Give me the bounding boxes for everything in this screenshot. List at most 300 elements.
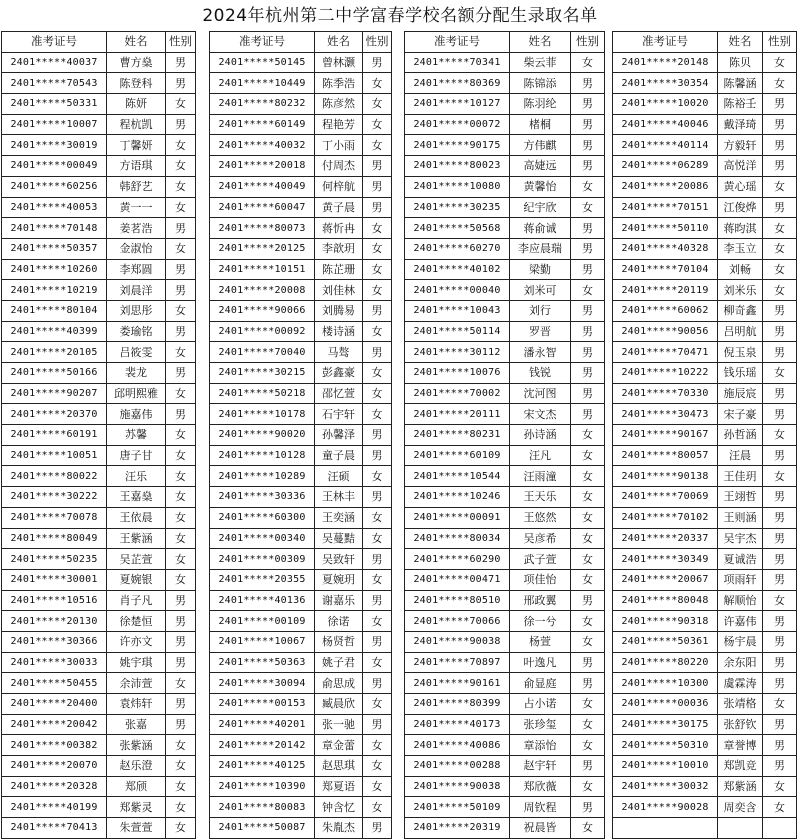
gender-cell: 女: [571, 818, 605, 839]
exam-id-cell: 2401*****90056: [613, 321, 718, 342]
exam-id-cell: 2401*****40399: [2, 321, 107, 342]
gender-cell: 男: [571, 404, 605, 425]
exam-id-cell: 2401*****10260: [2, 259, 107, 280]
exam-id-cell: 2401*****80231: [405, 425, 510, 446]
table-row: [613, 631, 797, 652]
gender-cell: 男: [363, 818, 392, 839]
student-name-cell: 邵忆萱: [315, 383, 363, 404]
student-name-cell: 李应晨瑞: [510, 238, 571, 259]
table-row: [210, 156, 392, 177]
gender-cell: 男: [363, 549, 392, 570]
table-row: [210, 673, 392, 694]
gender-cell: 女: [166, 94, 196, 115]
table-row: [613, 652, 797, 673]
gender-cell: 女: [763, 176, 797, 197]
table-row: [613, 383, 797, 404]
student-name-cell: 刘思彤: [107, 300, 166, 321]
student-name-cell: 倪玉泉: [718, 342, 763, 363]
exam-id-cell: 2401*****00153: [210, 694, 315, 715]
exam-id-cell: 2401*****50455: [2, 673, 107, 694]
gender-cell: 男: [363, 445, 392, 466]
student-name-cell: 赵思琪: [315, 756, 363, 777]
gender-cell: 女: [763, 52, 797, 73]
student-name-cell: 杨宇晨: [718, 631, 763, 652]
exam-id-cell: 2401*****50310: [613, 735, 718, 756]
exam-id-cell: 2401*****80232: [210, 94, 315, 115]
exam-id-cell: 2401*****30473: [613, 404, 718, 425]
gender-cell: 男: [166, 404, 196, 425]
table-row: [210, 259, 392, 280]
exam-id-cell: 2401*****20018: [210, 156, 315, 177]
student-name-cell: 方语琪: [107, 156, 166, 177]
gender-cell: 女: [363, 135, 392, 156]
student-name-cell: 章金蕾: [315, 735, 363, 756]
table-row: [2, 445, 196, 466]
table-row: [405, 652, 605, 673]
student-name-cell: 王林丰: [315, 487, 363, 508]
table-row: [613, 135, 797, 156]
exam-id-cell: 2401*****30094: [210, 673, 315, 694]
exam-id-cell: 2401*****30215: [210, 363, 315, 384]
table-row: [210, 425, 392, 446]
exam-id-cell: 2401*****80023: [405, 156, 510, 177]
header-name: 姓名: [107, 32, 166, 53]
gender-cell: 女: [571, 631, 605, 652]
exam-id-cell: 2401*****50145: [210, 52, 315, 73]
exam-id-cell: 2401*****00049: [2, 156, 107, 177]
student-name-cell: 高悦洋: [718, 156, 763, 177]
student-name-cell: 方毅轩: [718, 135, 763, 156]
exam-id-cell: 2401*****50568: [405, 218, 510, 239]
student-name-cell: 吴致轩: [315, 549, 363, 570]
table-row: [613, 714, 797, 735]
exam-id-cell: 2401*****90038: [405, 631, 510, 652]
table-row: [210, 218, 392, 239]
gender-cell: 男: [571, 135, 605, 156]
gender-cell: 女: [363, 569, 392, 590]
exam-id-cell: 2401*****40173: [405, 714, 510, 735]
student-name-cell: 陈彦然: [315, 94, 363, 115]
student-name-cell: 刘米乐: [718, 280, 763, 301]
exam-id-cell: 2401*****00036: [613, 694, 718, 715]
exam-id-cell: 2401*****20111: [405, 404, 510, 425]
gender-cell: 男: [363, 590, 392, 611]
student-name-cell: 许嘉伟: [718, 611, 763, 632]
exam-id-cell: 2401*****10007: [2, 114, 107, 135]
table-row: [210, 280, 392, 301]
table-row: [405, 735, 605, 756]
table-row: [405, 94, 605, 115]
gender-cell: 男: [166, 259, 196, 280]
table-row: [613, 694, 797, 715]
table-row: [405, 528, 605, 549]
table-row: [613, 300, 797, 321]
exam-id-cell: 2401*****30032: [613, 776, 718, 797]
student-name-cell: 柴云菲: [510, 52, 571, 73]
exam-id-cell: 2401*****10043: [405, 300, 510, 321]
student-name-cell: 韩舒艺: [107, 176, 166, 197]
table-row: [405, 73, 605, 94]
student-name-cell: 陈裕壬: [718, 94, 763, 115]
gender-cell: 女: [166, 445, 196, 466]
exam-id-cell: 2401*****00340: [210, 528, 315, 549]
gender-cell: 女: [763, 73, 797, 94]
exam-id-cell: 2401*****40199: [2, 797, 107, 818]
table-row: [2, 673, 196, 694]
student-name-cell: 施嘉伟: [107, 404, 166, 425]
student-name-cell: 童子晨: [315, 445, 363, 466]
student-name-cell: 徐楚恒: [107, 611, 166, 632]
gender-cell: 女: [166, 466, 196, 487]
gender-cell: 女: [166, 818, 196, 839]
table-row: [613, 218, 797, 239]
header-sex: 性别: [763, 32, 797, 53]
student-name-cell: 王奕涵: [315, 507, 363, 528]
exam-id-cell: 2401*****40049: [210, 176, 315, 197]
gender-cell: 女: [363, 73, 392, 94]
gender-cell: 女: [363, 218, 392, 239]
table-row: [210, 197, 392, 218]
exam-id-cell: 2401*****20148: [613, 52, 718, 73]
table-row: [210, 776, 392, 797]
table-row: [613, 425, 797, 446]
gender-cell: 男: [763, 114, 797, 135]
gender-cell: 女: [363, 404, 392, 425]
table-row: [2, 218, 196, 239]
student-name-cell: 占小诺: [510, 694, 571, 715]
table-row: [2, 735, 196, 756]
table-row: [210, 52, 392, 73]
exam-id-cell: 2401*****80048: [613, 590, 718, 611]
gender-cell: 女: [166, 176, 196, 197]
student-name-cell: 汪晨: [718, 445, 763, 466]
gender-cell: 男: [166, 694, 196, 715]
gender-cell: 女: [571, 280, 605, 301]
table-row: [613, 445, 797, 466]
gender-cell: 男: [166, 114, 196, 135]
student-name-cell: 姚宇琪: [107, 652, 166, 673]
exam-id-cell: 2401*****50109: [405, 797, 510, 818]
exam-id-cell: 2401*****10289: [210, 466, 315, 487]
table-row: [613, 569, 797, 590]
gender-cell: 女: [166, 487, 196, 508]
student-name-cell: 邱明熙雅: [107, 383, 166, 404]
gender-cell: 女: [763, 425, 797, 446]
exam-id-cell: 2401*****80022: [2, 466, 107, 487]
student-name-cell: 张靖格: [718, 694, 763, 715]
exam-id-cell: 2401*****90207: [2, 383, 107, 404]
student-name-cell: 吴彦希: [510, 528, 571, 549]
gender-cell: 男: [571, 673, 605, 694]
gender-cell: 女: [571, 735, 605, 756]
gender-cell: 女: [166, 776, 196, 797]
gender-cell: 男: [166, 611, 196, 632]
exam-id-cell: 2401*****10222: [613, 363, 718, 384]
gender-cell: 女: [363, 528, 392, 549]
exam-id-cell: 2401*****60270: [405, 238, 510, 259]
table-row: [210, 342, 392, 363]
exam-id-cell: 2401*****70330: [613, 383, 718, 404]
table-row: [210, 549, 392, 570]
gender-cell: 女: [571, 714, 605, 735]
table-row: [405, 776, 605, 797]
exam-id-cell: 2401*****80083: [210, 797, 315, 818]
student-name-cell: 石宇轩: [315, 404, 363, 425]
table-row: [2, 776, 196, 797]
exam-id-cell: 2401*****00471: [405, 569, 510, 590]
gender-cell: 女: [763, 590, 797, 611]
page-title: 2024年杭州第二中学富春学校名额分配生录取名单: [202, 6, 598, 26]
gender-cell: 男: [166, 631, 196, 652]
gender-cell: 女: [571, 487, 605, 508]
header-name: 姓名: [315, 32, 363, 53]
table-row: [405, 756, 605, 777]
exam-id-cell: 2401*****10076: [405, 363, 510, 384]
exam-id-cell: 2401*****30019: [2, 135, 107, 156]
student-name-cell: 黄心瑶: [718, 176, 763, 197]
student-name-cell: 唐子甘: [107, 445, 166, 466]
gender-cell: 男: [763, 487, 797, 508]
table-row: [405, 487, 605, 508]
exam-id-cell: 2401*****10390: [210, 776, 315, 797]
student-name-cell: 陈馨涵: [718, 73, 763, 94]
table-row: [210, 176, 392, 197]
table-row: [613, 238, 797, 259]
gender-cell: 男: [363, 714, 392, 735]
table-row: [2, 94, 196, 115]
exam-id-cell: 2401*****40046: [613, 114, 718, 135]
student-name-cell: 姚子君: [315, 652, 363, 673]
student-name-cell: 张紫涵: [107, 735, 166, 756]
student-name-cell: 郑颀: [107, 776, 166, 797]
table-row: [613, 342, 797, 363]
student-name-cell: 彭鑫豪: [315, 363, 363, 384]
header-name: 姓名: [718, 32, 763, 53]
student-name-cell: 李歆玥: [315, 238, 363, 259]
exam-id-cell: 2401*****40125: [210, 756, 315, 777]
table-row: [613, 197, 797, 218]
gender-cell: 女: [363, 694, 392, 715]
table-row: [405, 156, 605, 177]
student-name-cell: 王依晨: [107, 507, 166, 528]
gender-cell: 女: [166, 528, 196, 549]
gender-cell: 男: [571, 238, 605, 259]
table-row: [210, 818, 392, 839]
exam-id-cell: 2401*****10051: [2, 445, 107, 466]
gender-cell: 男: [571, 383, 605, 404]
table-row: [405, 797, 605, 818]
table-row: [210, 507, 392, 528]
exam-id-cell: 2401*****20355: [210, 569, 315, 590]
table-row: [2, 300, 196, 321]
gender-cell: 男: [763, 549, 797, 570]
table-row: [405, 342, 605, 363]
exam-id-cell: 2401*****30033: [2, 652, 107, 673]
gender-cell: 女: [571, 569, 605, 590]
exam-id-cell: 2401*****20070: [2, 756, 107, 777]
exam-id-cell: 2401*****30336: [210, 487, 315, 508]
exam-id-cell: 2401*****70002: [405, 383, 510, 404]
table-header-row: [613, 32, 797, 53]
student-name-cell: 郑紫涵: [718, 776, 763, 797]
exam-id-cell: 2401*****90066: [210, 300, 315, 321]
table-row: [613, 259, 797, 280]
student-name-cell: 高婕远: [510, 156, 571, 177]
gender-cell: 女: [763, 466, 797, 487]
student-name-cell: 陈妍: [107, 94, 166, 115]
table-row: [2, 363, 196, 384]
exam-id-cell: 2401*****30175: [613, 714, 718, 735]
gender-cell: 男: [571, 218, 605, 239]
student-name-cell: 余沛萱: [107, 673, 166, 694]
student-name-cell: 吕筱雯: [107, 342, 166, 363]
student-name-cell: 沈河图: [510, 383, 571, 404]
student-name-cell: 王天乐: [510, 487, 571, 508]
student-name-cell: 张珍玺: [510, 714, 571, 735]
student-name-cell: 项佳怡: [510, 569, 571, 590]
student-name-cell: 蒋忻冉: [315, 218, 363, 239]
exam-id-cell: 2401*****90175: [405, 135, 510, 156]
table-row: [2, 238, 196, 259]
gender-cell: 女: [571, 611, 605, 632]
table-row: [2, 280, 196, 301]
student-name-cell: 项雨轩: [718, 569, 763, 590]
exam-id-cell: 2401*****00040: [405, 280, 510, 301]
exam-id-cell: 2401*****20042: [2, 714, 107, 735]
table-row: [2, 818, 196, 839]
gender-cell: 男: [166, 280, 196, 301]
exam-id-cell: 2401*****90028: [613, 797, 718, 818]
student-name-cell: 何梓航: [315, 176, 363, 197]
student-name-cell: 吕明航: [718, 321, 763, 342]
exam-id-cell: 2401*****10080: [405, 176, 510, 197]
exam-id-cell: 2401*****50361: [613, 631, 718, 652]
table-row: [405, 218, 605, 239]
table-row: [2, 156, 196, 177]
table-row: [2, 797, 196, 818]
gender-cell: 男: [571, 363, 605, 384]
table-row: [2, 383, 196, 404]
student-name-cell: 钱锐: [510, 363, 571, 384]
exam-id-cell: 2401*****70543: [2, 73, 107, 94]
exam-id-cell: 2401*****40053: [2, 197, 107, 218]
exam-id-cell: 2401*****10128: [210, 445, 315, 466]
student-name-cell: 刘畅: [718, 259, 763, 280]
gender-cell: 女: [166, 238, 196, 259]
exam-id-cell: 2401*****20105: [2, 342, 107, 363]
student-name-cell: 黄子晨: [315, 197, 363, 218]
student-name-cell: 柳奇鑫: [718, 300, 763, 321]
gender-cell: 男: [763, 445, 797, 466]
exam-id-cell: 2401*****50110: [613, 218, 718, 239]
table-row: [210, 94, 392, 115]
student-name-cell: 许亦文: [107, 631, 166, 652]
gender-cell: 男: [363, 425, 392, 446]
gender-cell: 男: [571, 342, 605, 363]
exam-id-cell: 2401*****70078: [2, 507, 107, 528]
gender-cell: 女: [363, 114, 392, 135]
table-row: [405, 631, 605, 652]
table-row: [2, 425, 196, 446]
exam-id-cell: 2401*****10449: [210, 73, 315, 94]
header-exam-id: 准考证号: [613, 32, 718, 53]
exam-id-cell: 2401*****10544: [405, 466, 510, 487]
gender-cell: 女: [363, 363, 392, 384]
student-name-cell: 曹方燊: [107, 52, 166, 73]
gender-cell: 男: [763, 611, 797, 632]
gender-cell: 女: [763, 280, 797, 301]
student-name-cell: 祝晨皆: [510, 818, 571, 839]
exam-id-cell: 2401*****70069: [613, 487, 718, 508]
student-name-cell: 郑凯竞: [718, 756, 763, 777]
student-name-cell: 楮桐: [510, 114, 571, 135]
student-name-cell: 施辰宸: [718, 383, 763, 404]
table-row: [210, 487, 392, 508]
table-row: [2, 466, 196, 487]
student-name-cell: 苏馨: [107, 425, 166, 446]
roster-table-2: [209, 31, 392, 839]
table-row: [613, 528, 797, 549]
student-name-cell: 陈锦添: [510, 73, 571, 94]
exam-id-cell: 2401*****80399: [405, 694, 510, 715]
empty-cell: [613, 818, 718, 839]
gender-cell: 女: [166, 135, 196, 156]
student-name-cell: 蒋俞诚: [510, 218, 571, 239]
student-name-cell: 武子萱: [510, 549, 571, 570]
student-name-cell: 李郑圆: [107, 259, 166, 280]
student-name-cell: 赵乐澄: [107, 756, 166, 777]
gender-cell: 男: [571, 590, 605, 611]
table-header-row: [2, 32, 196, 53]
exam-id-cell: 2401*****20125: [210, 238, 315, 259]
table-row: [405, 259, 605, 280]
gender-cell: 女: [571, 176, 605, 197]
exam-id-cell: 2401*****80057: [613, 445, 718, 466]
gender-cell: 男: [571, 652, 605, 673]
student-name-cell: 程艳芳: [315, 114, 363, 135]
gender-cell: 男: [571, 156, 605, 177]
table-row: [405, 673, 605, 694]
table-header-row: [210, 32, 392, 53]
gender-cell: 男: [763, 569, 797, 590]
exam-id-cell: 2401*****20328: [2, 776, 107, 797]
gender-cell: 女: [571, 507, 605, 528]
student-name-cell: 付周杰: [315, 156, 363, 177]
exam-id-cell: 2401*****20337: [613, 528, 718, 549]
table-row: [210, 569, 392, 590]
table-row: [2, 549, 196, 570]
table-row: [2, 694, 196, 715]
student-name-cell: 方伟麒: [510, 135, 571, 156]
student-name-cell: 宋子豪: [718, 404, 763, 425]
exam-id-cell: 2401*****70040: [210, 342, 315, 363]
table-row: [405, 280, 605, 301]
gender-cell: 男: [763, 631, 797, 652]
table-row: [405, 238, 605, 259]
table-row: [210, 714, 392, 735]
exam-id-cell: 2401*****40201: [210, 714, 315, 735]
student-name-cell: 肖子凡: [107, 590, 166, 611]
gender-cell: 男: [166, 590, 196, 611]
gender-cell: 女: [166, 342, 196, 363]
gender-cell: 男: [571, 300, 605, 321]
table-row: [2, 507, 196, 528]
gender-cell: 女: [166, 569, 196, 590]
student-name-cell: 刘晨洋: [107, 280, 166, 301]
student-name-cell: 王则涵: [718, 507, 763, 528]
student-name-cell: 俞思成: [315, 673, 363, 694]
gender-cell: 男: [363, 300, 392, 321]
